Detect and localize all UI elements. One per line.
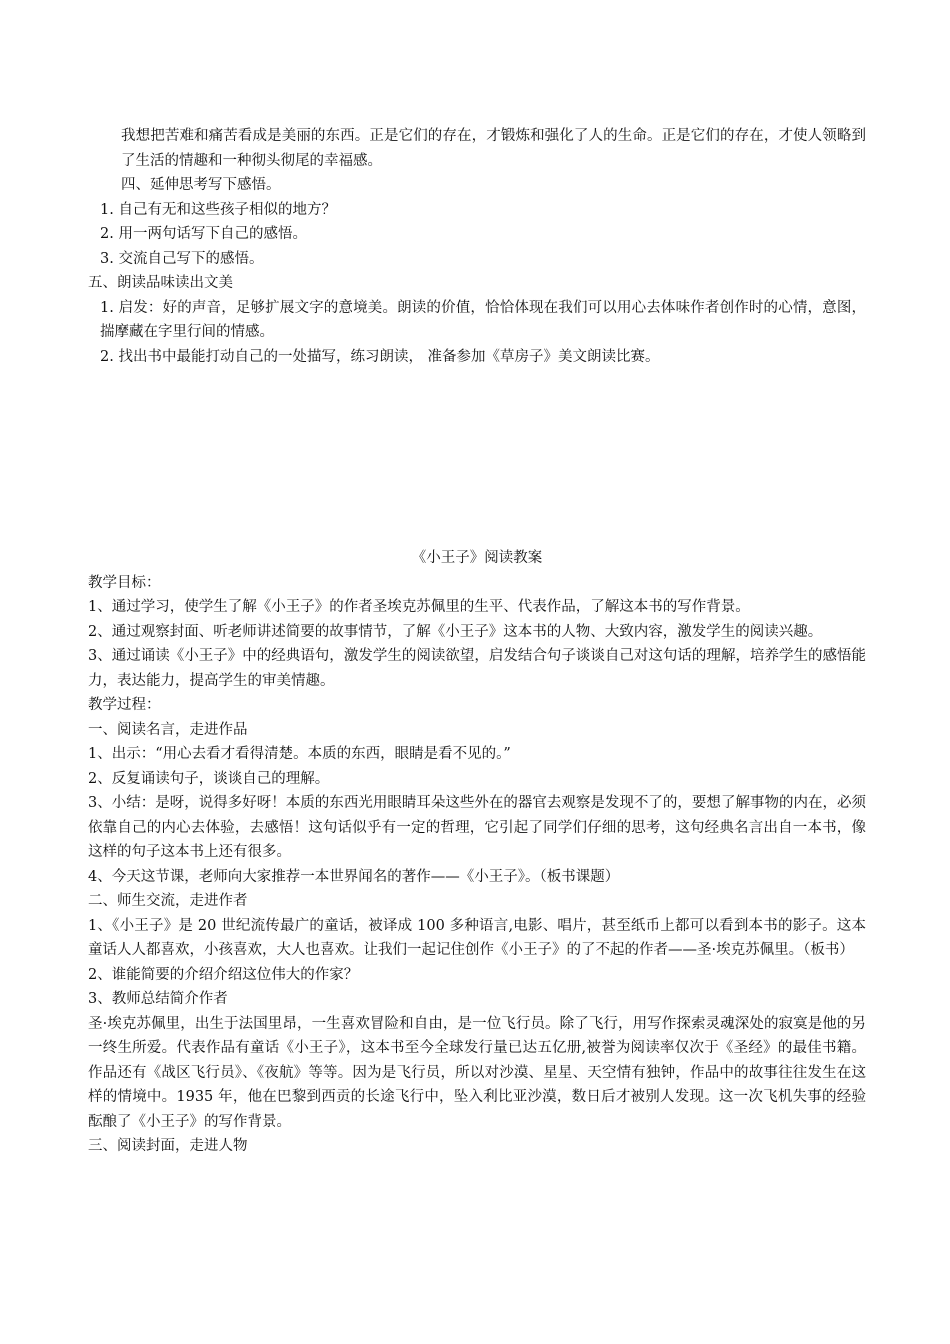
little-prince-lesson (88, 546, 866, 1159)
goal-item: 1、通过学习，使学生了解《小王子》的作者圣埃克苏佩里的生平、代表作品，了解这本书的写作背景。 (88, 599, 750, 615)
author-bio-paragraph: 圣·埃克苏佩里，出生于法国里昂，一生喜欢冒险和自由，是一位飞行员。除了飞行，用写作探索灵魂深处的寂寞是他的另一终生所爱。代表作品有童话《小王子》，这本书至今全球发行量已达五亿册,被誉为阅读率仅次于《圣经》的最佳书籍。作品还有《战区飞行员》、《夜航》等等。因为是飞行员，所以对沙漠、星星、天空情有独钟，作品中的故事往往发生在这样的情境中。1935 年，他在巴黎到西贡的长途飞行中，坠入利比亚沙漠，数日后才被别人发现。这一次飞机失事的经验酝酿了《小王子》的写作背景。 (88, 1015, 866, 1130)
list-item: 3. 交流自己写下的感悟。 (100, 250, 264, 267)
list-item: 2. 找出书中最能打动自己的一处描写，练习朗读， 准备参加《草房子》美文朗读比赛。 (100, 348, 660, 365)
heading-section-five: 五、朗读品味读出文美 (88, 275, 233, 291)
list-item: 2. 用一两句话写下自己的感悟。 (100, 226, 307, 242)
lesson-continuation (88, 124, 866, 369)
list-item: 1. 启发：好的声音，足够扩展文字的意境美。朗读的价值，恰恰体现在我们可以用心去体味作者创作时的心情，意图，揣摩藏在字里行间的情感。 (100, 299, 866, 340)
document-title: 《小王子》阅读教案 (411, 550, 543, 566)
step-item: 4、今天这节课，老师向大家推荐一本世界闻名的著作——《小王子》。（板书课题） (88, 868, 620, 885)
step-item: 3、小结：是呀，说得多好呀！本质的东西光用眼睛耳朵这些外在的器官去观察是发现不了的，要想了解事物的内在，必须依靠自己的内心去体验，去感悟！这句话似乎有一定的哲理，它引起了同学们仔细的思考，这句经典名言出自一本书，像这样的句子这本书上还有很多。 (88, 795, 866, 860)
goal-item: 2、通过观察封面、听老师讲述简要的故事情节，了解《小王子》这本书的人物、大致内容，激发学生的阅读兴趣。 (88, 623, 823, 640)
process-heading: 教学过程： (88, 697, 161, 713)
step-item: 1、出示：“用心去看才看得清楚。本质的东西，眼睛是看不见的。” (88, 746, 511, 762)
step-item: 3、教师总结简介作者 (88, 991, 228, 1007)
heading-section-four: 四、延伸思考写下感悟。 (121, 177, 281, 193)
goals-heading: 教学目标： (88, 574, 161, 591)
step-item: 2、反复诵读句子，谈谈自己的理解。 (88, 770, 330, 787)
list-item: 1. 自己有无和这些孩子相似的地方？ (100, 201, 336, 218)
step-item: 2、谁能简要的介绍介绍这位伟大的作家？ (88, 966, 359, 983)
paragraph-suffering: 我想把苦难和痛苦看成是美丽的东西。正是它们的存在，才锻炼和强化了人的生命。正是它们的存在，才使人领略到了生活的情趣和一种彻头彻尾的幸福感。 (121, 128, 866, 169)
part-heading: 三、阅读封面，走进人物 (88, 1138, 248, 1154)
goal-item: 3、通过诵读《小王子》中的经典语句，激发学生的阅读欲望，启发结合句子谈谈自己对这句话的理解，培养学生的感悟能力，表达能力，提高学生的审美情趣。 (88, 648, 866, 689)
step-item: 1、《小王子》是 20 世纪流传最广的童话，被译成 100 多种语言,电影、唱片，甚至纸币上都可以看到本书的影子。这本童话人人都喜欢，小孩喜欢，大人也喜欢。让我们一起记住创作《小王子》的了不起的作者——圣·埃克苏佩里。（板书） (88, 917, 866, 958)
part-heading: 一、阅读名言，走进作品 (88, 721, 248, 738)
part-heading: 二、师生交流，走进作者 (88, 893, 248, 909)
